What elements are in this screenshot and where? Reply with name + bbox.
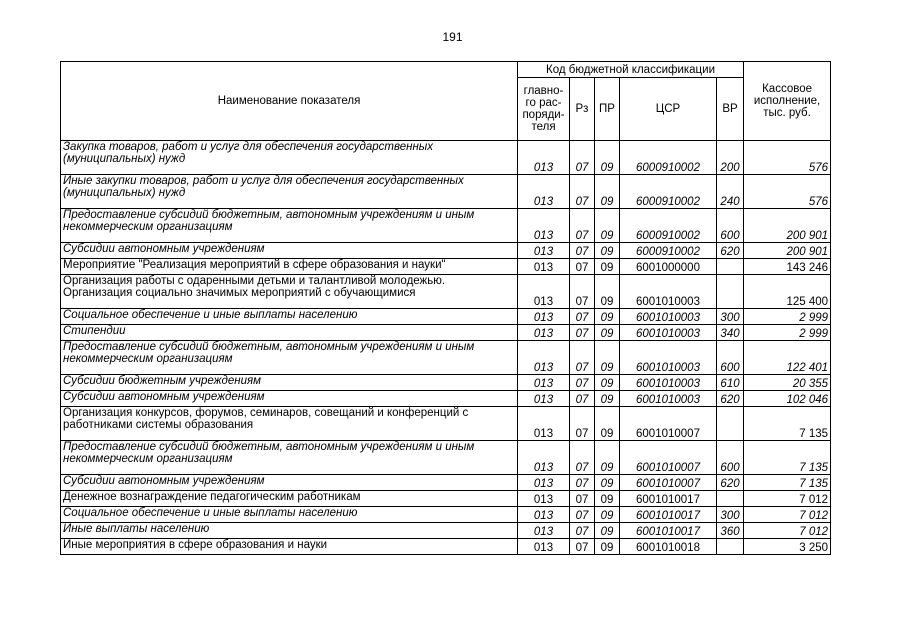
row-admin-code: 013 — [518, 441, 570, 475]
row-admin-code: 013 — [518, 341, 570, 375]
row-vr-code: 360 — [717, 523, 744, 539]
row-csr-code: 6001010003 — [620, 375, 717, 391]
row-pr-code: 09 — [595, 523, 620, 539]
table-header — [61, 62, 831, 141]
row-pr-code: 09 — [595, 141, 620, 175]
row-rz-code: 07 — [570, 175, 595, 209]
row-rz-code: 07 — [570, 325, 595, 341]
row-pr-code: 09 — [595, 325, 620, 341]
row-vr-code: 200 — [717, 141, 744, 175]
row-rz-code: 07 — [570, 491, 595, 507]
header-csr: ЦСР — [620, 78, 717, 141]
table-row — [61, 275, 831, 309]
table-row — [61, 209, 831, 243]
row-vr-code: 340 — [717, 325, 744, 341]
row-name: Социальное обеспечение и иные выплаты населению — [61, 309, 518, 325]
row-csr-code: 6001010007 — [620, 441, 717, 475]
row-admin-code: 013 — [518, 209, 570, 243]
row-csr-code: 6001010007 — [620, 407, 717, 441]
row-vr-code: 300 — [717, 309, 744, 325]
row-amount: 3 250 — [744, 539, 831, 555]
table-row — [61, 175, 831, 209]
row-rz-code: 07 — [570, 243, 595, 259]
row-vr-code — [717, 491, 744, 507]
row-rz-code: 07 — [570, 141, 595, 175]
row-name: Социальное обеспечение и иные выплаты населению — [61, 507, 518, 523]
row-amount: 7 012 — [744, 491, 831, 507]
row-amount: 125 400 — [744, 275, 831, 309]
row-rz-code: 07 — [570, 475, 595, 491]
row-csr-code: 6001010018 — [620, 539, 717, 555]
row-amount: 576 — [744, 141, 831, 175]
row-name: Субсидии автономным учреждениям — [61, 243, 518, 259]
row-name: Организация конкурсов, форумов, семинаров, совещаний и конференций с работниками системы образования — [61, 407, 518, 441]
row-rz-code: 07 — [570, 523, 595, 539]
row-rz-code: 07 — [570, 375, 595, 391]
row-admin-code: 013 — [518, 375, 570, 391]
header-admin: главно-го рас-поряди-теля — [518, 78, 570, 141]
row-name: Субсидии бюджетным учреждениям — [61, 375, 518, 391]
row-admin-code: 013 — [518, 539, 570, 555]
row-pr-code: 09 — [595, 491, 620, 507]
row-vr-code — [717, 407, 744, 441]
row-csr-code: 6001010007 — [620, 475, 717, 491]
row-pr-code: 09 — [595, 341, 620, 375]
row-amount: 20 355 — [744, 375, 831, 391]
row-csr-code: 6001010017 — [620, 507, 717, 523]
row-vr-code: 600 — [717, 209, 744, 243]
row-pr-code: 09 — [595, 259, 620, 275]
table-row — [61, 309, 831, 325]
table-row — [61, 539, 831, 555]
row-admin-code: 013 — [518, 175, 570, 209]
row-admin-code: 013 — [518, 309, 570, 325]
row-amount: 576 — [744, 175, 831, 209]
row-admin-code: 013 — [518, 523, 570, 539]
row-pr-code: 09 — [595, 209, 620, 243]
row-admin-code: 013 — [518, 475, 570, 491]
row-amount: 200 901 — [744, 243, 831, 259]
row-vr-code: 610 — [717, 375, 744, 391]
row-pr-code: 09 — [595, 475, 620, 491]
row-csr-code: 6001010003 — [620, 275, 717, 309]
budget-table — [60, 61, 831, 555]
row-vr-code: 300 — [717, 507, 744, 523]
table-row — [61, 341, 831, 375]
row-csr-code: 6001010003 — [620, 325, 717, 341]
table-row — [61, 507, 831, 523]
row-csr-code: 6000910002 — [620, 243, 717, 259]
row-amount: 2 999 — [744, 309, 831, 325]
row-amount: 143 246 — [744, 259, 831, 275]
header-classification-group: Код бюджетной классификации — [518, 62, 744, 78]
row-admin-code: 013 — [518, 259, 570, 275]
row-rz-code: 07 — [570, 441, 595, 475]
row-vr-code — [717, 539, 744, 555]
row-rz-code: 07 — [570, 309, 595, 325]
row-name: Закупка товаров, работ и услуг для обеспечения государственных (муниципальных) нужд — [61, 141, 518, 175]
table-body — [61, 141, 831, 555]
row-name: Иные закупки товаров, работ и услуг для обеспечения государственных (муниципальных) нужд — [61, 175, 518, 209]
header-rz: Рз — [570, 78, 595, 141]
row-pr-code: 09 — [595, 507, 620, 523]
row-rz-code: 07 — [570, 259, 595, 275]
table-row — [61, 375, 831, 391]
row-amount: 7 135 — [744, 407, 831, 441]
row-name: Субсидии автономным учреждениям — [61, 475, 518, 491]
row-name: Предоставление субсидий бюджетным, автономным учреждениям и иным некоммерческим организациям — [61, 209, 518, 243]
row-admin-code: 013 — [518, 141, 570, 175]
row-name: Предоставление субсидий бюджетным, автономным учреждениям и иным некоммерческим организациям — [61, 441, 518, 475]
row-pr-code: 09 — [595, 441, 620, 475]
row-admin-code: 013 — [518, 325, 570, 341]
row-csr-code: 6001010017 — [620, 523, 717, 539]
row-name: Субсидии автономным учреждениям — [61, 391, 518, 407]
row-pr-code: 09 — [595, 391, 620, 407]
row-csr-code: 6000910002 — [620, 141, 717, 175]
table-row — [61, 407, 831, 441]
table-row — [61, 475, 831, 491]
row-vr-code: 240 — [717, 175, 744, 209]
header-cash-execution: Кассовое исполнение, тыс. руб. — [744, 62, 831, 141]
row-admin-code: 013 — [518, 275, 570, 309]
row-rz-code: 07 — [570, 407, 595, 441]
row-vr-code: 620 — [717, 475, 744, 491]
page-number: 191 — [442, 30, 463, 44]
row-csr-code: 6001010003 — [620, 391, 717, 407]
row-vr-code: 600 — [717, 441, 744, 475]
row-name: Мероприятие "Реализация мероприятий в сфере образования и науки" — [61, 259, 518, 275]
row-amount: 7 135 — [744, 441, 831, 475]
row-vr-code — [717, 259, 744, 275]
row-admin-code: 013 — [518, 407, 570, 441]
row-rz-code: 07 — [570, 275, 595, 309]
table-row — [61, 243, 831, 259]
row-rz-code: 07 — [570, 209, 595, 243]
row-amount: 7 135 — [744, 475, 831, 491]
row-csr-code: 6001010003 — [620, 309, 717, 325]
row-admin-code: 013 — [518, 391, 570, 407]
row-rz-code: 07 — [570, 507, 595, 523]
row-csr-code: 6001010017 — [620, 491, 717, 507]
table-row — [61, 391, 831, 407]
row-pr-code: 09 — [595, 407, 620, 441]
row-pr-code: 09 — [595, 175, 620, 209]
row-amount: 2 999 — [744, 325, 831, 341]
header-vr: ВР — [717, 78, 744, 141]
row-admin-code: 013 — [518, 491, 570, 507]
table-row — [61, 523, 831, 539]
row-amount: 200 901 — [744, 209, 831, 243]
row-name: Стипендии — [61, 325, 518, 341]
row-amount: 122 401 — [744, 341, 831, 375]
row-pr-code: 09 — [595, 275, 620, 309]
row-csr-code: 6001000000 — [620, 259, 717, 275]
row-pr-code: 09 — [595, 539, 620, 555]
table-row — [61, 491, 831, 507]
row-name: Денежное вознаграждение педагогическим работникам — [61, 491, 518, 507]
header-pr: ПР — [595, 78, 620, 141]
row-pr-code: 09 — [595, 309, 620, 325]
row-name: Иные мероприятия в сфере образования и науки — [61, 539, 518, 555]
row-name: Организация работы с одаренными детьми и талантливой молодежью. Организация социально значимых мероприятий с обучающимися — [61, 275, 518, 309]
row-name: Иные выплаты населению — [61, 523, 518, 539]
row-vr-code: 620 — [717, 243, 744, 259]
row-csr-code: 6000910002 — [620, 209, 717, 243]
row-admin-code: 013 — [518, 243, 570, 259]
table-row — [61, 441, 831, 475]
table-row — [61, 141, 831, 175]
row-vr-code — [717, 275, 744, 309]
row-rz-code: 07 — [570, 539, 595, 555]
row-vr-code: 620 — [717, 391, 744, 407]
row-amount: 7 012 — [744, 507, 831, 523]
table-row — [61, 259, 831, 275]
row-rz-code: 07 — [570, 391, 595, 407]
row-csr-code: 6000910002 — [620, 175, 717, 209]
row-amount: 102 046 — [744, 391, 831, 407]
row-pr-code: 09 — [595, 243, 620, 259]
row-vr-code: 600 — [717, 341, 744, 375]
header-name: Наименование показателя — [61, 62, 518, 141]
row-name: Предоставление субсидий бюджетным, автономным учреждениям и иным некоммерческим организациям — [61, 341, 518, 375]
row-pr-code: 09 — [595, 375, 620, 391]
table-row — [61, 325, 831, 341]
row-csr-code: 6001010003 — [620, 341, 717, 375]
row-rz-code: 07 — [570, 341, 595, 375]
row-amount: 7 012 — [744, 523, 831, 539]
row-admin-code: 013 — [518, 507, 570, 523]
